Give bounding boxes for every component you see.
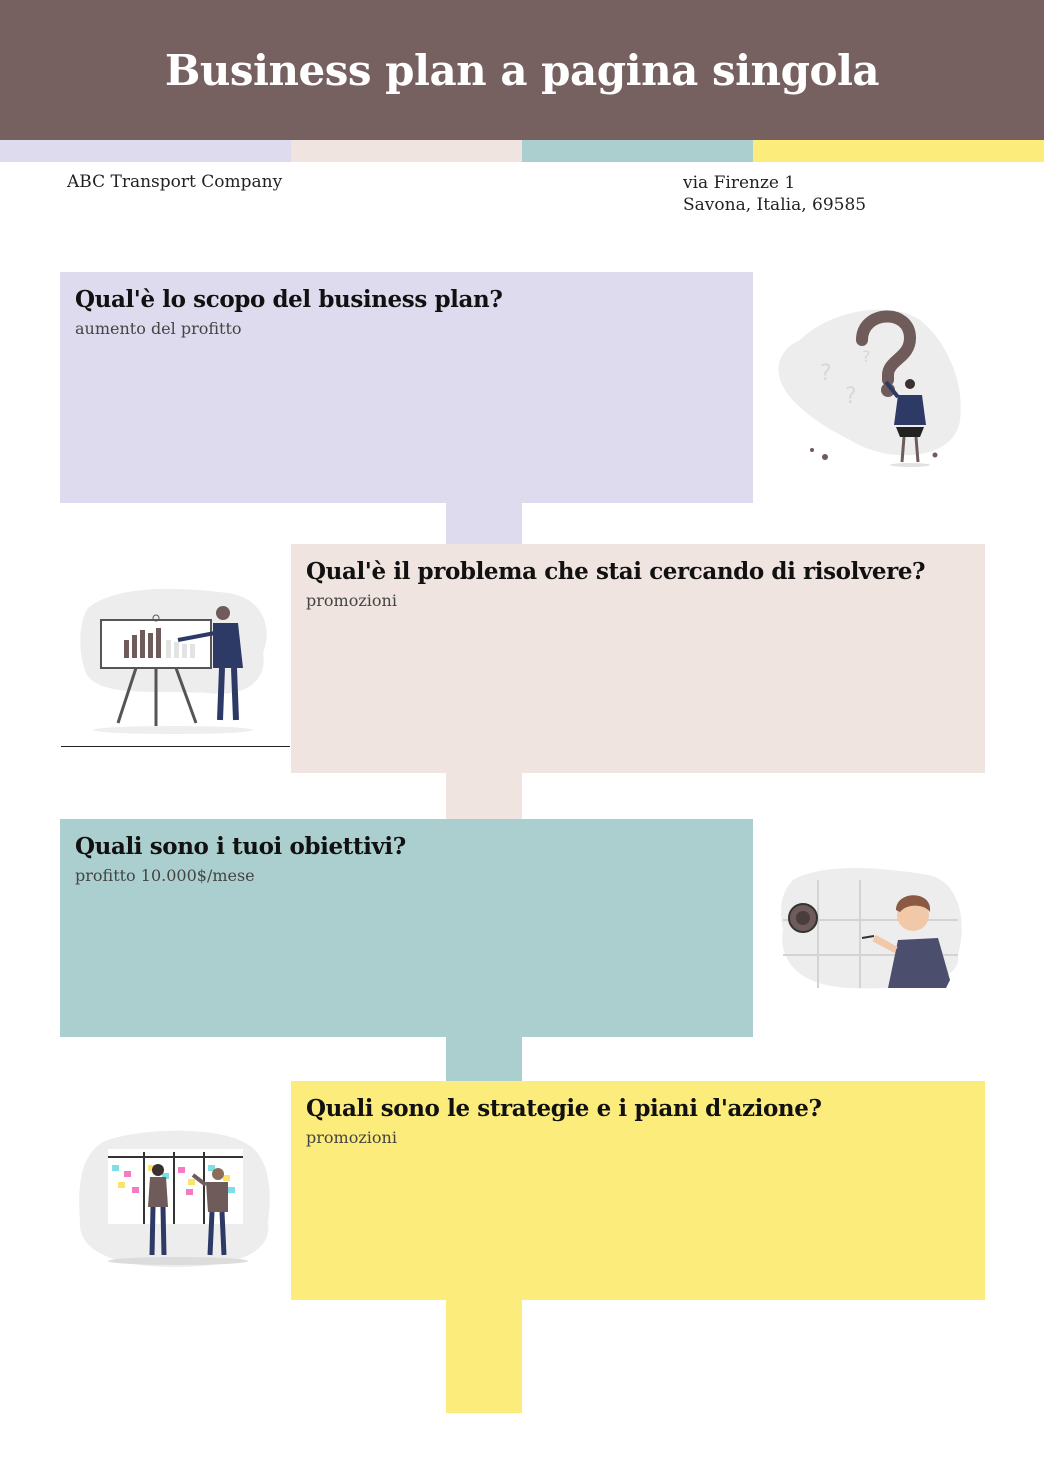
sticky-notes-board-illustration	[78, 1127, 273, 1272]
section-goals	[60, 819, 753, 1037]
section-answer: promozioni	[306, 591, 397, 610]
presentation-chart-illustration	[78, 578, 273, 738]
page-title: Business plan a pagina singola	[164, 45, 880, 95]
connector-3	[446, 1037, 522, 1081]
company-name: ABC Transport Company	[67, 172, 283, 192]
section-question: Qual'è il problema che stai cercando di risolvere?	[306, 558, 926, 585]
color-stripe-beige	[291, 140, 522, 162]
section-answer: aumento del profitto	[75, 319, 242, 338]
section-question: Quali sono le strategie e i piani d'azione?	[306, 1095, 822, 1122]
section-answer: promozioni	[306, 1128, 397, 1147]
address-line-2: Savona, Italia, 69585	[683, 195, 867, 215]
connector-4	[446, 1300, 522, 1413]
connector-2	[446, 773, 522, 819]
section-purpose	[60, 272, 753, 503]
page-header	[0, 0, 1044, 140]
svg-text:?: ?	[862, 347, 871, 366]
color-stripe-yellow	[753, 140, 1044, 162]
connector-1	[446, 503, 522, 544]
section-answer: profitto 10.000$/mese	[75, 866, 255, 885]
darts-target-illustration	[778, 860, 963, 995]
address-line-1: via Firenze 1	[683, 173, 796, 193]
svg-text:?: ?	[845, 384, 857, 409]
question-marks-woman-illustration	[770, 300, 970, 475]
svg-text:?: ?	[820, 361, 832, 386]
section-strategies	[291, 1081, 985, 1300]
color-stripe-teal	[522, 140, 753, 162]
divider-line	[61, 746, 290, 747]
section-question: Quali sono i tuoi obiettivi?	[75, 833, 406, 860]
section-question: Qual'è lo scopo del business plan?	[75, 286, 503, 313]
company-address	[683, 172, 866, 216]
section-problem	[291, 544, 985, 773]
color-stripe-lavender	[0, 140, 291, 162]
